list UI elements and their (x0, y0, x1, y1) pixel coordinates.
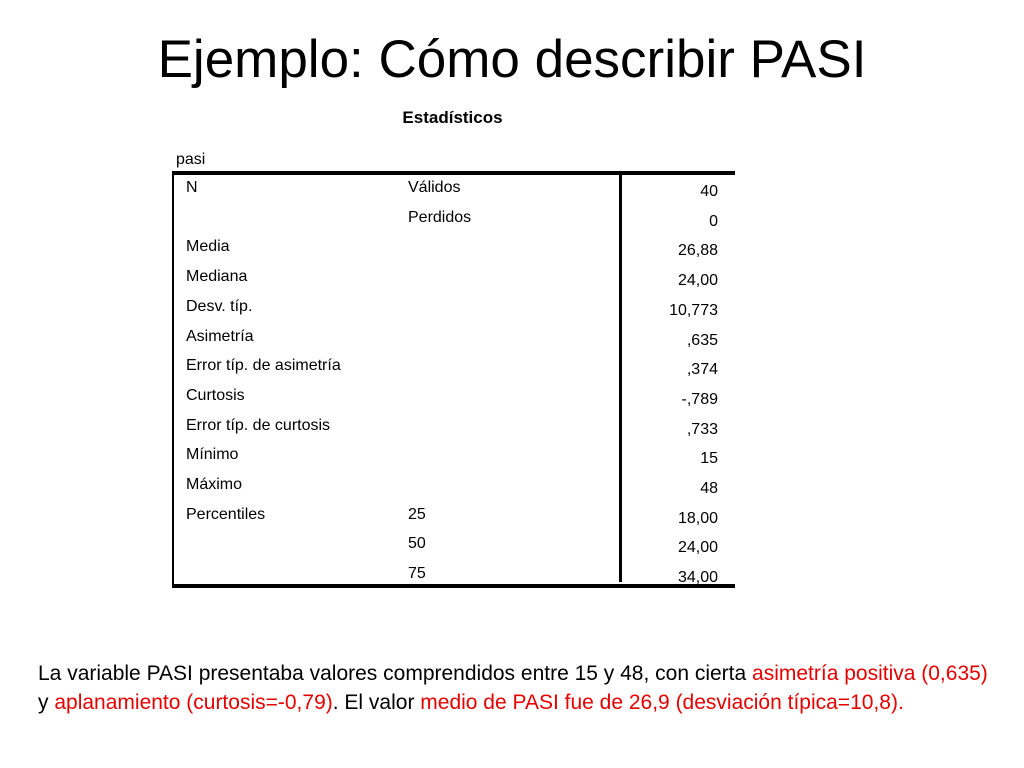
table-row (174, 504, 735, 534)
statistics-table (172, 171, 735, 588)
row-label: Mínimo (186, 446, 239, 464)
table-row (174, 177, 735, 207)
table-row (174, 533, 735, 563)
table-row (174, 444, 735, 474)
row-sublabel: 75 (408, 565, 426, 583)
table-row (174, 326, 735, 356)
highlighted-text: aplanamiento (curtosis=-0,79) (54, 691, 333, 714)
row-value: 0 (709, 212, 718, 230)
row-value: 26,88 (677, 242, 718, 260)
row-label: Media (186, 238, 230, 256)
row-sublabel: Perdidos (408, 208, 472, 226)
table-row (174, 563, 735, 593)
highlighted-text: medio de PASI fue de 26,9 (desviación típica=10,8). (420, 691, 904, 714)
row-label: Error típ. de asimetría (186, 357, 341, 375)
row-label: Asimetría (186, 327, 254, 345)
row-value: 15 (700, 450, 718, 468)
row-value: 10,773 (669, 301, 718, 319)
table-row (174, 355, 735, 385)
row-sublabel: Válidos (408, 179, 461, 196)
body-text: La variable PASI presentaba valores comprendidos entre 15 y 48, con cierta (38, 662, 753, 685)
description-paragraph (38, 659, 998, 717)
body-text: y (38, 691, 55, 714)
row-label: Desv. típ. (186, 297, 253, 315)
row-label: Error típ. de curtosis (186, 416, 331, 434)
row-value: 48 (700, 480, 718, 497)
table-row (174, 236, 735, 266)
variable-label: pasi (176, 151, 206, 168)
table-row (174, 296, 735, 326)
highlighted-text: asimetría positiva (0,635) (752, 662, 988, 685)
row-value: ,733 (686, 420, 718, 438)
row-label: Mediana (186, 268, 248, 286)
row-label: N (186, 179, 198, 196)
row-value: 24,00 (677, 539, 718, 557)
row-label: Curtosis (186, 386, 245, 404)
row-value: 40 (700, 183, 718, 200)
table-row (174, 415, 735, 445)
body-text: . El valor (332, 691, 421, 714)
row-label: Percentiles (186, 505, 266, 523)
table-row (174, 266, 735, 296)
row-value: ,374 (686, 361, 718, 379)
table-row (174, 207, 735, 237)
table-caption: Estadísticos (402, 108, 503, 127)
slide-title: Ejemplo: Cómo describir PASI (157, 30, 867, 89)
row-value: 18,00 (677, 509, 718, 527)
row-sublabel: 50 (408, 535, 426, 553)
row-label: Máximo (186, 476, 243, 493)
row-value: 34,00 (677, 569, 718, 587)
row-value: -,789 (681, 390, 718, 408)
table-row (174, 385, 735, 415)
row-sublabel: 25 (408, 505, 426, 523)
table-row (174, 474, 735, 504)
row-value: 24,00 (677, 272, 718, 290)
row-value: ,635 (686, 331, 718, 349)
